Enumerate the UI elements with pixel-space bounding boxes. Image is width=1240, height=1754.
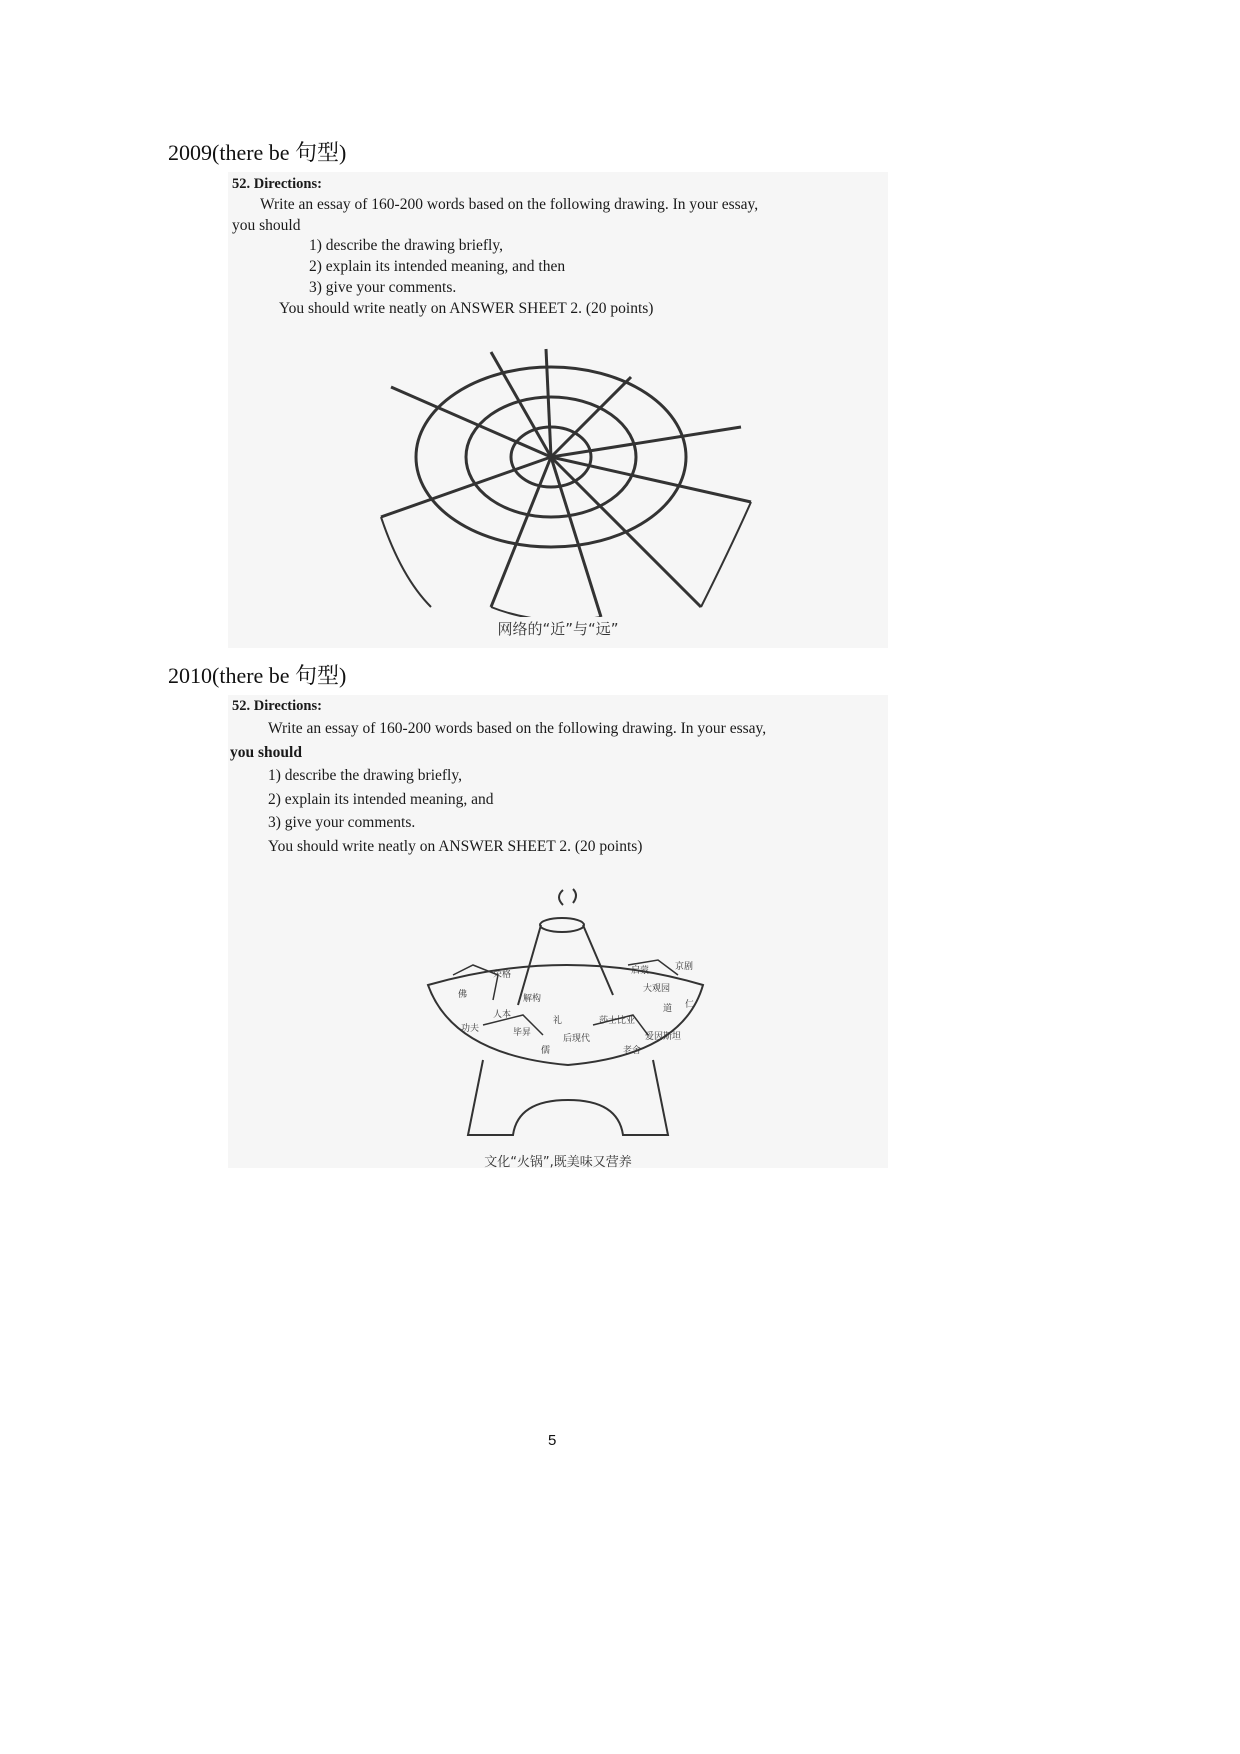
- directions-intro-cont: you should: [230, 744, 302, 761]
- page-number: 5: [548, 1432, 557, 1449]
- hotpot-label: 老舍: [623, 1046, 642, 1056]
- hotpot-label: 荣格: [493, 970, 512, 980]
- hotpot-label: 解构: [523, 994, 542, 1004]
- figure-caption-2010: 文化“火锅”,既美味又营养: [484, 1155, 632, 1170]
- direction-item: 2) explain its intended meaning, and: [268, 790, 494, 808]
- figure-caption-2009: 网络的“近”与“远”: [497, 620, 619, 638]
- directions-intro-cont: you should: [232, 216, 301, 234]
- hotpot-label: 道: [663, 1004, 673, 1014]
- directions-2009: [228, 174, 888, 320]
- direction-item: 3) give your comments.: [309, 278, 457, 296]
- directions-2010: [228, 695, 888, 858]
- exam-scan-2009: [228, 172, 888, 648]
- hotpot-label: 人本: [493, 1010, 512, 1020]
- directions-note: You should write neatly on ANSWER SHEET 2. (20 points): [268, 837, 643, 855]
- hotpot-label: 功夫: [461, 1024, 480, 1034]
- direction-item: 1) describe the drawing briefly,: [309, 237, 503, 255]
- hotpot-label: 爱因斯坦: [645, 1032, 682, 1042]
- directions-intro: Write an essay of 160-200 words based on the following drawing. In your essay,: [260, 195, 759, 213]
- exam-scan-2010: [228, 695, 888, 1168]
- section-heading-2009: 2009(there be 句型): [168, 140, 347, 165]
- direction-item: 1) describe the drawing briefly,: [268, 767, 462, 784]
- hotpot-label: 毕昇: [513, 1028, 532, 1038]
- hotpot-label: 京剧: [675, 962, 694, 972]
- hotpot-label: 仁: [685, 1000, 695, 1010]
- hotpot-label: 礼: [553, 1016, 563, 1026]
- directions-intro: Write an essay of 160-200 words based on the following drawing. In your essay,: [268, 720, 767, 737]
- hotpot-label: 莎士比亚: [599, 1016, 636, 1026]
- hotpot-label: 启蒙: [631, 966, 650, 976]
- directions-note: You should write neatly on ANSWER SHEET 2. (20 points): [279, 299, 654, 317]
- directions-title: 52. Directions:: [232, 176, 322, 192]
- hotpot-drawing: [423, 885, 713, 1145]
- hotpot-label: 后现代: [563, 1034, 591, 1044]
- hotpot-label: 儒: [541, 1046, 551, 1056]
- section-heading-2010: 2010(there be 句型): [168, 663, 347, 688]
- hotpot-label: 大观园: [643, 984, 671, 994]
- directions-title: 52. Directions:: [232, 698, 322, 714]
- hotpot-label: 佛: [458, 990, 468, 1000]
- direction-item: 3) give your comments.: [268, 814, 416, 831]
- direction-item: 2) explain its intended meaning, and then: [309, 258, 566, 276]
- spider-web-drawing: [373, 347, 753, 617]
